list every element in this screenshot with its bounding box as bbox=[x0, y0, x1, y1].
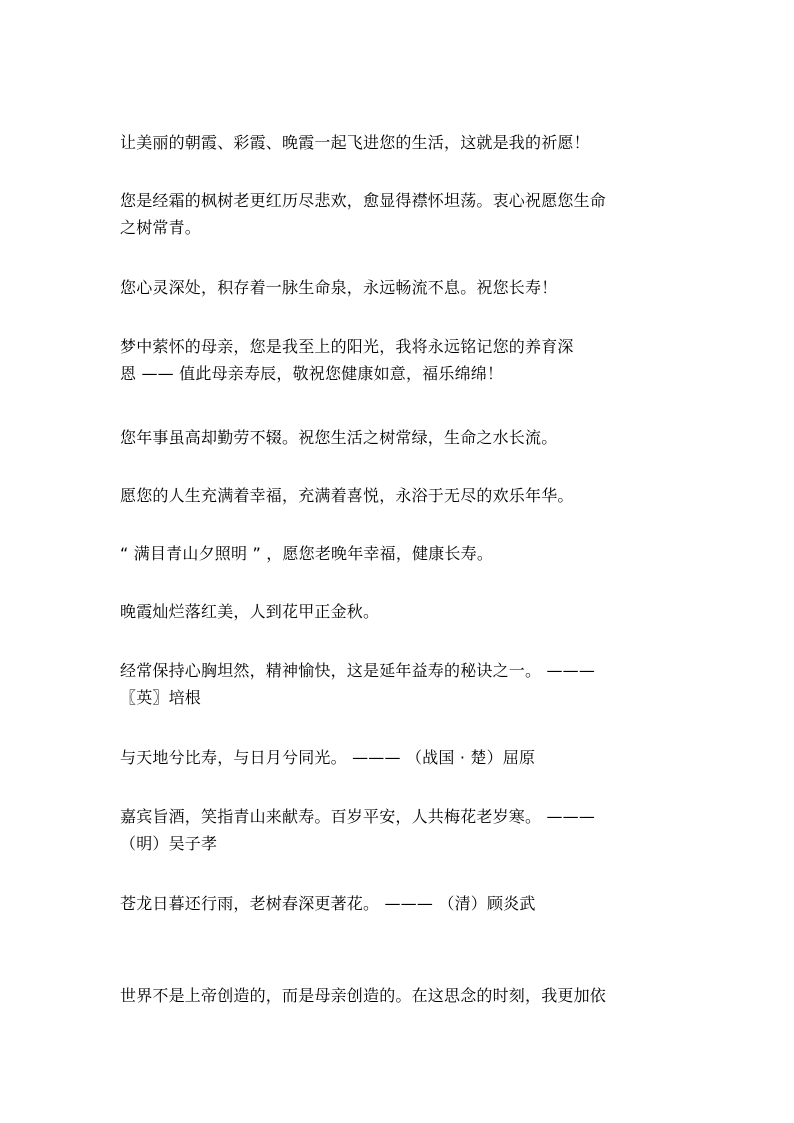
text-line: （明）吴子孝 bbox=[120, 834, 218, 853]
text-line: 您是经霜的枫树老更红历尽悲欢，愈显得襟怀坦荡。衷心祝愿您生命 bbox=[120, 191, 607, 210]
text-line: 嘉宾旨酒，笑指青山来献寿。百岁平安，人共梅花老岁寒。 ——— bbox=[120, 807, 596, 826]
paragraph-5 bbox=[120, 424, 676, 451]
paragraph-12 bbox=[120, 890, 676, 917]
paragraph-9 bbox=[120, 657, 676, 711]
text-line: 〖英〗培根 bbox=[120, 688, 202, 707]
paragraph-6 bbox=[120, 482, 676, 509]
text-line: 恩 —— 值此母亲寿辰，敬祝您健康如意，福乐绵绵！ bbox=[120, 364, 504, 383]
text-line: 梦中萦怀的母亲，您是我至上的阳光，我将永远铭记您的养育深 bbox=[120, 337, 574, 356]
paragraph-10 bbox=[120, 744, 676, 771]
paragraph-1 bbox=[120, 129, 676, 156]
text-line: 愿您的人生充满着幸福，充满着喜悦，永浴于无尽的欢乐年华。 bbox=[120, 486, 574, 505]
paragraph-13 bbox=[120, 982, 676, 1009]
text-line: 经常保持心胸坦然，精神愉快，这是延年益寿的秘诀之一。 ——— bbox=[120, 661, 596, 680]
text-line: 与天地兮比寿，与日月兮同光。 ——— （战国 · 楚）屈原 bbox=[120, 748, 536, 767]
text-line: 苍龙日暮还行雨，老树春深更著花。 ——— （清）顾炎武 bbox=[120, 894, 536, 913]
paragraph-4 bbox=[120, 333, 676, 387]
paragraph-8 bbox=[120, 598, 676, 625]
text-line: 世界不是上帝创造的，而是母亲创造的。在这思念的时刻，我更加依 bbox=[120, 986, 607, 1005]
paragraph-2 bbox=[120, 187, 676, 241]
text-line: 让美丽的朝霞、彩霞、晚霞一起飞进您的生活，这就是我的祈愿！ bbox=[120, 133, 590, 152]
paragraph-11 bbox=[120, 803, 676, 857]
paragraph-3 bbox=[120, 274, 676, 301]
text-line: 您年事虽高却勤劳不辍。祝您生活之树常绿，生命之水长流。 bbox=[120, 428, 558, 447]
paragraph-7 bbox=[120, 540, 676, 567]
text-line: “ 满目青山夕照明 ” ，愿您老晚年幸福，健康长寿。 bbox=[120, 544, 494, 563]
text-line: 您心灵深处，积存着一脉生命泉，永远畅流不息。祝您长寿！ bbox=[120, 278, 558, 297]
text-line: 之树常青。 bbox=[120, 218, 202, 237]
text-line: 晚霞灿烂落红美，人到花甲正金秋。 bbox=[120, 602, 380, 621]
